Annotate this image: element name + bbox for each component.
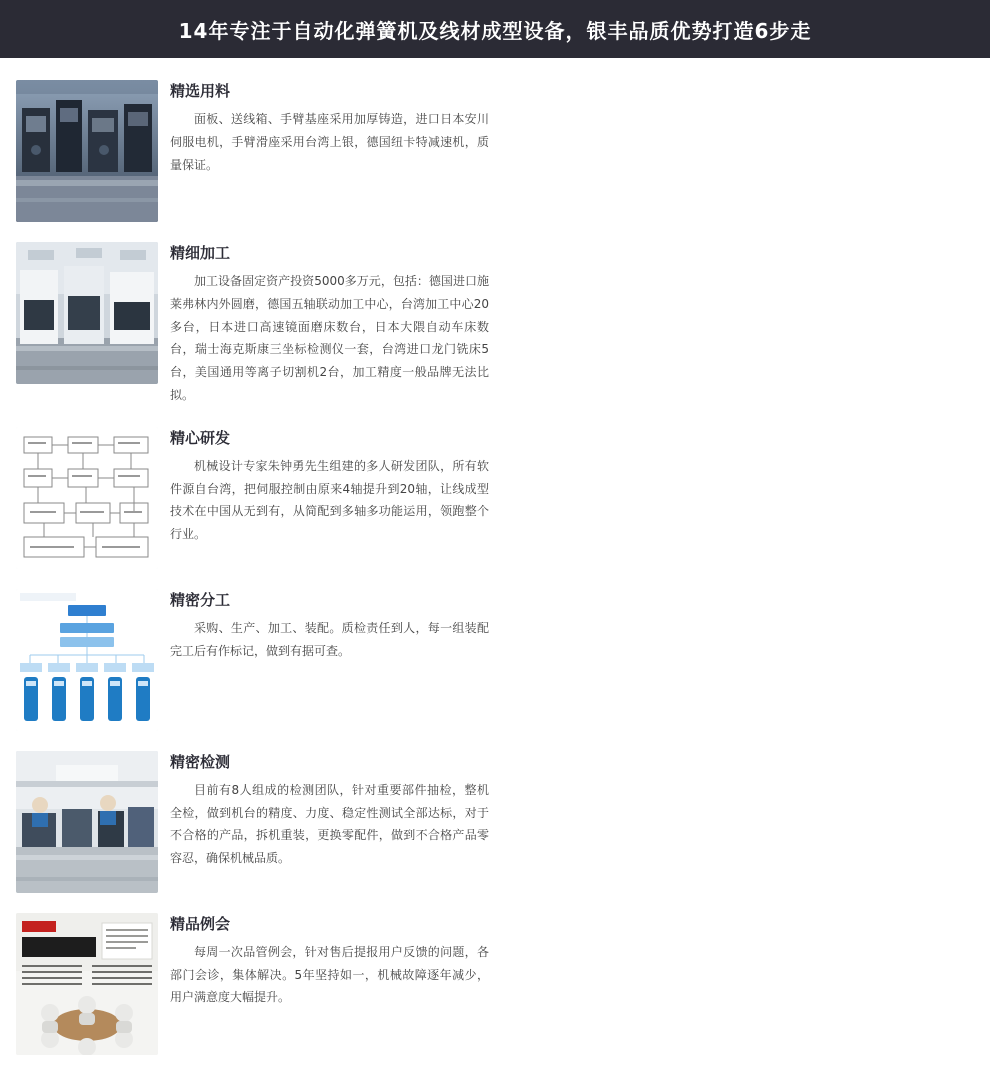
- advantage-text: [170, 427, 489, 546]
- circuit-diagram-image: [16, 427, 158, 569]
- advantage-text: [170, 80, 489, 176]
- advantage-item: [8, 579, 503, 741]
- advantage-title: 精密检测: [170, 752, 231, 771]
- advantage-title: 精选用料: [170, 82, 231, 100]
- org-chart-image: [16, 589, 158, 731]
- advantage-text: [170, 242, 489, 407]
- advantage-desc: 采购、生产、加工、装配。质检责任到人，每一组装配完工后有作标记，做到有据可查。: [170, 620, 489, 658]
- advantage-title: 精心研发: [170, 428, 231, 447]
- cnc-workshop-photo: [16, 242, 158, 384]
- page-title: 14年专注于自动化弹簧机及线材成型设备，银丰品质优势打造6步走: [178, 18, 812, 43]
- advantage-desc: 机械设计专家朱钟勇先生组建的多人研发团队，所有软件源自台湾，把伺服控制由原来4轴提升到20轴，让线成型技术在中国从无到有，从简配到多轴多功能运用，领跑整个行业。: [170, 458, 489, 542]
- advantage-title: 精品例会: [170, 914, 231, 933]
- advantage-text: [170, 589, 489, 663]
- advantage-title: 精密分工: [170, 590, 231, 609]
- advantage-text: [170, 751, 489, 870]
- advantage-item: [8, 741, 503, 903]
- advantage-title: 精细加工: [170, 244, 231, 262]
- advantage-item: [8, 417, 503, 579]
- advantage-item: [8, 232, 503, 417]
- advantage-item: [8, 903, 503, 1065]
- advantage-desc: 目前有8人组成的检测团队，针对重要部件抽检，整机全检，做到机台的精度、力度、稳定性测试全部达标，对于不合格的产品，拆机重装，更换零配件，做到不合格产品零容忍，确保机械品质。: [170, 782, 489, 866]
- advantages-grid: [0, 58, 990, 1065]
- advantage-desc: 每周一次品管例会，针对售后提报用户反馈的问题，各部门会诊，集体解决。5年坚持如一，机械故障逐年减少，用户满意度大幅提升。: [170, 944, 489, 1005]
- advantage-text: [170, 913, 489, 1009]
- page-banner: [0, 0, 990, 58]
- advantage-desc: 加工设备固定资产投资5000多万元，包括：德国进口施莱弗林内外圆磨，德国五轴联动加工中心，台湾加工中心20多台，日本进口高速镜面磨床数台，日本大隈自动车床数台，瑞士海克斯康三坐标检测仪一套，台湾进口龙门铣床5台，美国通用等离子切割机2台，加工精度一般品牌无法比拟。: [170, 274, 489, 402]
- inspection-lab-photo: [16, 751, 158, 893]
- advantage-item: [8, 70, 503, 232]
- advantage-desc: 面板、送线箱、手臂基座采用加厚铸造，进口日本安川伺服电机，手臂滑座采用台湾上银，德国纽卡特减速机，质量保证。: [170, 112, 489, 172]
- machine-panel-photo: [16, 80, 158, 222]
- meeting-poster-image: [16, 913, 158, 1055]
